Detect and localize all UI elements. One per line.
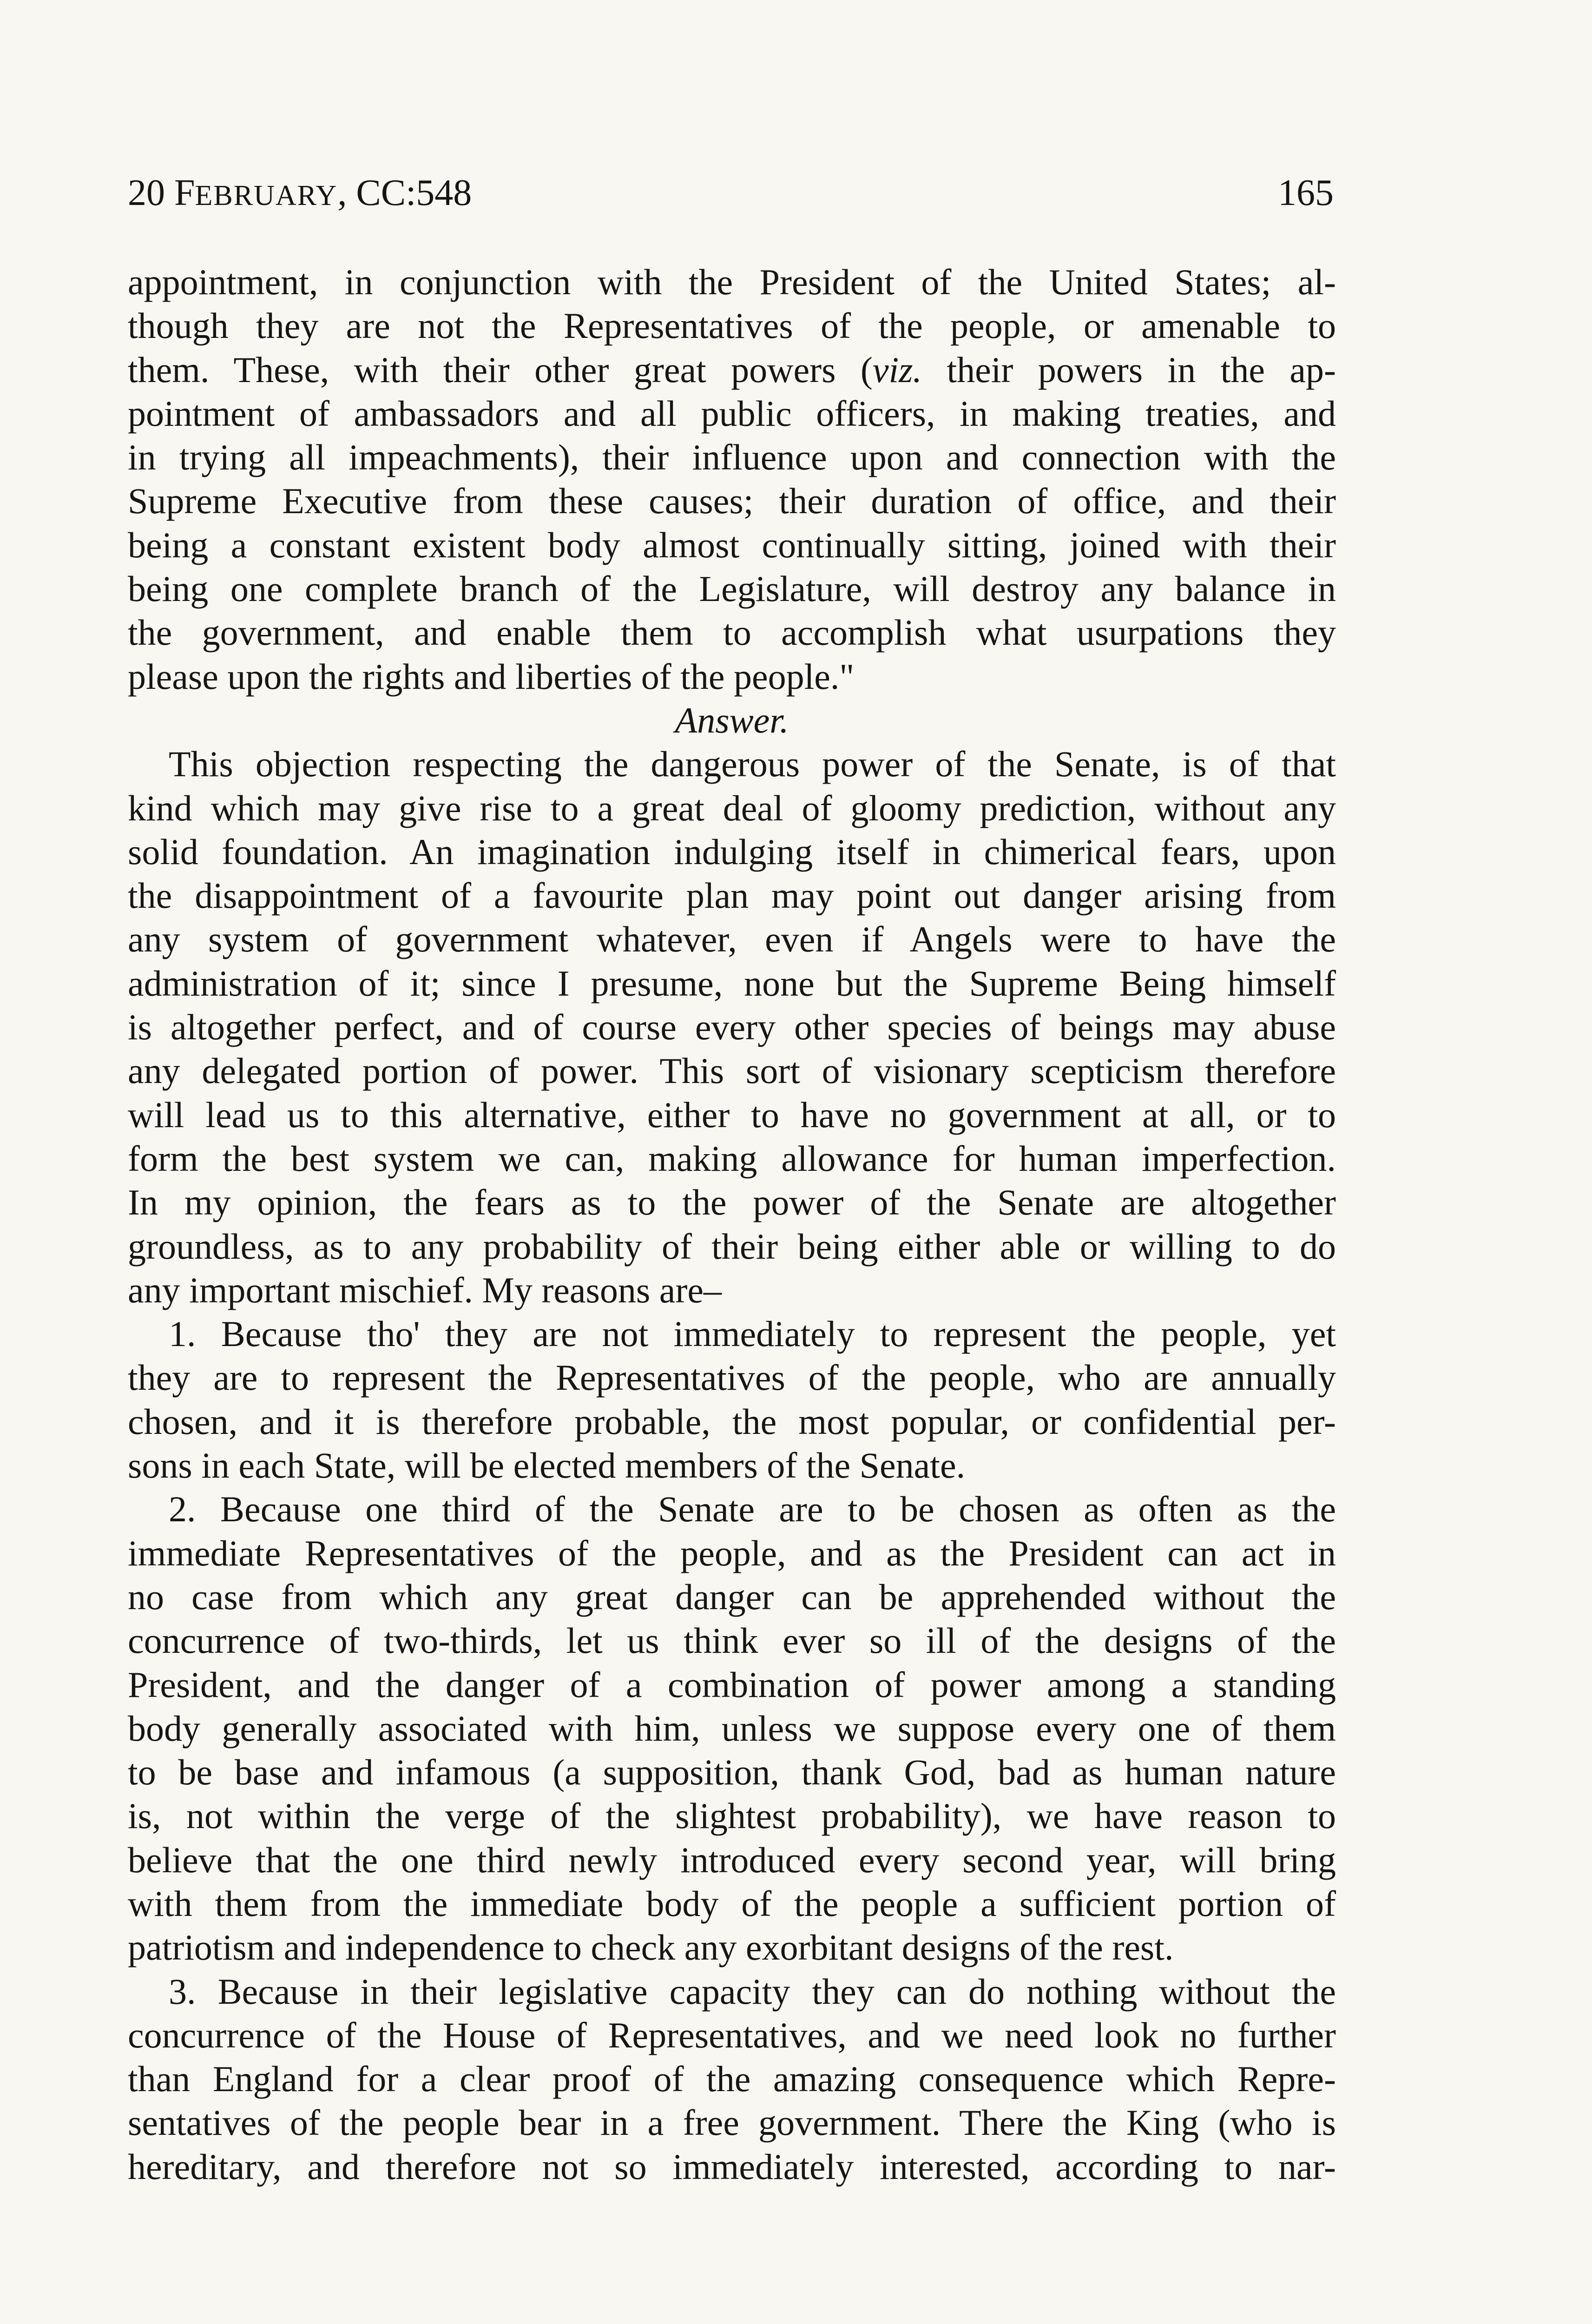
answer-heading: Answer.: [675, 700, 789, 740]
text-line: though they are not the Representatives of the people, or amenable to: [128, 305, 1336, 346]
text-line: 1. Because tho' they are not immediately to represent the people, yet: [169, 1314, 1336, 1354]
text-line: concurrence of two-thirds, let us think ever so ill of the designs of the: [128, 1620, 1336, 1661]
text-line: the disappointment of a favourite plan may point out danger arising from: [128, 875, 1336, 916]
text-line: sons in each State, will be elected members of the Senate.: [128, 1445, 966, 1486]
text-line: President, and the danger of a combination of power among a standing: [128, 1664, 1336, 1705]
text-line: being a constant existent body almost continually sitting, joined with their: [128, 524, 1336, 565]
text-line: any system of government whatever, even if Angels were to have the: [128, 919, 1336, 960]
text-line: concurrence of the House of Representatives, and we need look no further: [128, 2014, 1336, 2055]
text-line: with them from the immediate body of the people a sufficient portion of: [128, 1883, 1336, 1924]
text-line: 3. Because in their legislative capacity they can do nothing without the: [169, 1971, 1336, 2012]
text-line: they are to represent the Representatives of the people, who are annually: [128, 1357, 1336, 1398]
text-line: chosen, and it is therefore probable, the most popular, or confidential per-: [128, 1401, 1336, 1442]
italic-viz: viz.: [872, 349, 922, 390]
text-line: immediate Representatives of the people, and as the President can act in: [128, 1532, 1336, 1573]
text-line: pointment of ambassadors and all public officers, in making treaties, and: [128, 393, 1336, 434]
text-line: sentatives of the people bear in a free government. There the King (who is: [128, 2102, 1336, 2143]
text-line: hereditary, and therefore not so immediately interested, according to nar-: [128, 2146, 1336, 2187]
body-text: [128, 260, 1336, 2189]
text-line: please upon the rights and liberties of the people.": [128, 656, 855, 697]
text-line: appointment, in conjunction with the President of the United States; al-: [128, 262, 1336, 302]
text-line: the government, and enable them to accomplish what usurpations they: [128, 612, 1336, 653]
text-line: patriotism and independence to check any exorbitant designs of the rest.: [128, 1927, 1174, 1968]
text-line: In my opinion, the fears as to the power of the Senate are altogether: [128, 1182, 1336, 1223]
text-line: being one complete branch of the Legislature, will destroy any balance in: [128, 568, 1336, 609]
text-line: in trying all impeachments), their influence upon and connection with the: [128, 437, 1336, 478]
text-line: administration of it; since I presume, none but the Supreme Being himself: [128, 963, 1336, 1004]
text-line: Supreme Executive from these causes; their duration of office, and their: [128, 481, 1336, 522]
text-line: kind which may give rise to a great deal of gloomy prediction, without any: [128, 787, 1336, 828]
text-line: them. These, with their other great powers (viz. their powers in the ap-: [128, 349, 1336, 390]
text-line: is, not within the verge of the slightest probability), we have reason to: [128, 1796, 1336, 1836]
text-line: any delegated portion of power. This sort of visionary scepticism therefore: [128, 1050, 1336, 1091]
text-line: solid foundation. An imagination indulging itself in chimerical fears, upon: [128, 831, 1336, 872]
header-date-reference: 20 FEBRUARY, CC:548: [128, 172, 472, 213]
text-line: any important mischief. My reasons are–: [128, 1269, 722, 1310]
text-line: is altogether perfect, and of course every other species of beings may abuse: [128, 1007, 1336, 1048]
page-number: 165: [1278, 172, 1334, 213]
text-line: form the best system we can, making allowance for human imperfection.: [128, 1138, 1336, 1179]
text-line: body generally associated with him, unless we suppose every one of them: [128, 1708, 1336, 1749]
text-line: to be base and infamous (a supposition, thank God, bad as human nature: [128, 1752, 1336, 1793]
running-header: [128, 172, 1334, 218]
text-line: This objection respecting the dangerous power of the Senate, is of that: [169, 744, 1336, 785]
text-line: 2. Because one third of the Senate are to be chosen as often as the: [169, 1489, 1336, 1530]
text-line: will lead us to this alternative, either to have no government at all, or to: [128, 1094, 1336, 1135]
text-line: groundless, as to any probability of their being either able or willing to do: [128, 1226, 1336, 1267]
text-line: no case from which any great danger can be apprehended without the: [128, 1576, 1336, 1617]
text-line: believe that the one third newly introduced every second year, will bring: [128, 1839, 1336, 1880]
text-line: than England for a clear proof of the amazing consequence which Repre-: [128, 2059, 1336, 2100]
